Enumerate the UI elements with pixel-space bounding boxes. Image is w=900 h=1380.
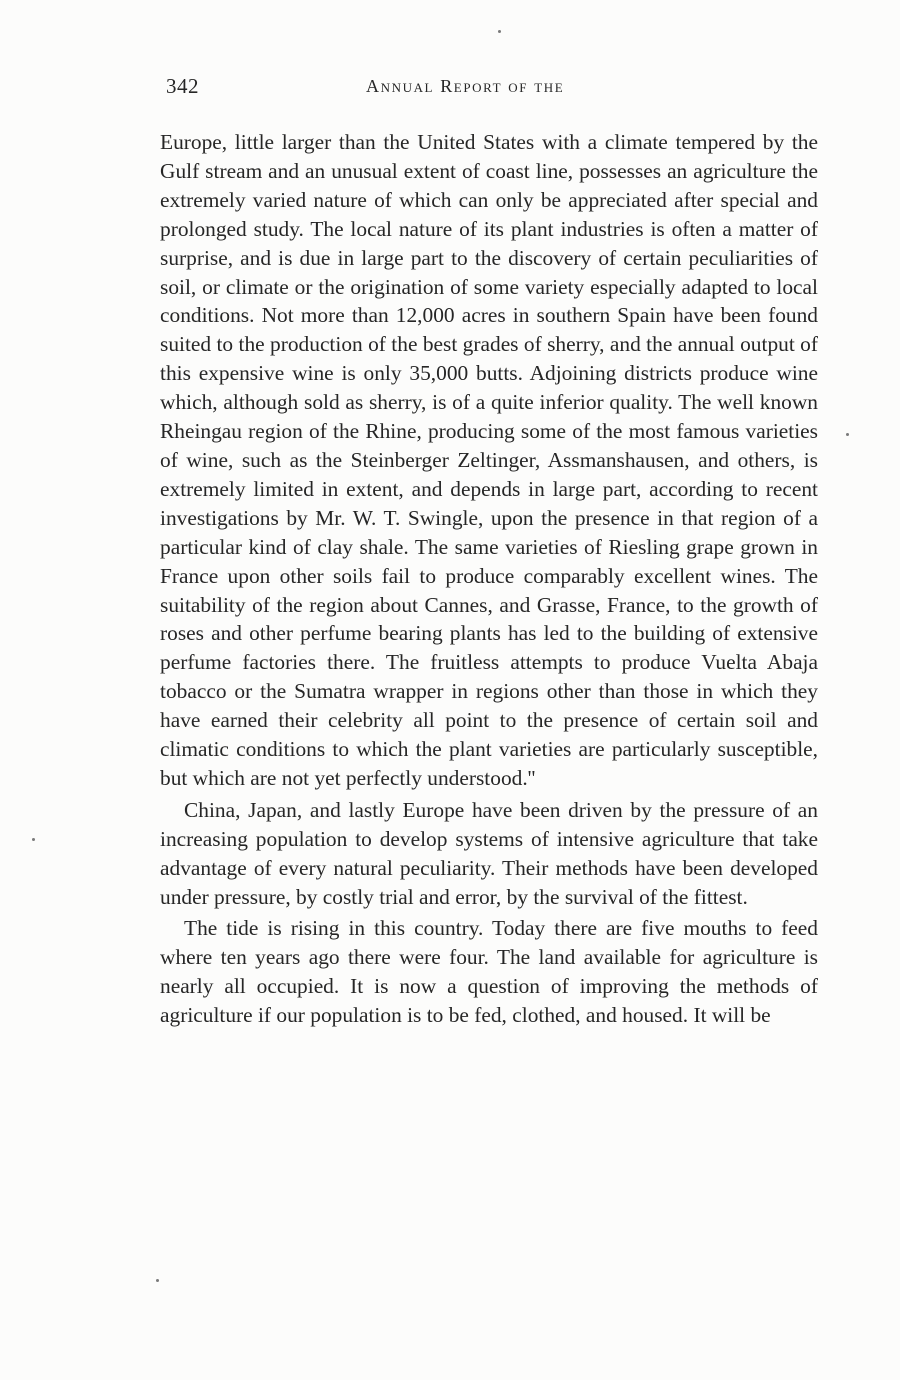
scan-speck <box>498 30 501 33</box>
body-text <box>160 128 818 1030</box>
page-header <box>166 74 820 104</box>
scan-speck <box>846 433 849 436</box>
scan-speck <box>156 1279 159 1282</box>
scan-speck <box>32 838 35 841</box>
paragraph-2: China, Japan, and lastly Europe have been driven by the pressure of an increasing population to develop systems of intensive agriculture that take advantage of every natural peculiarity. Their methods have been developed under pressure, by costly trial and error, by the survival of the fittest. <box>160 797 818 909</box>
paragraph-3: The tide is rising in this country. Today there are five mouths to feed where ten years ago there were four. The land available for agriculture is nearly all occupied. It is now a question of improving the methods of agriculture if our population is to be fed, clothed, and housed. It will be <box>160 916 818 1028</box>
paragraph-1: Europe, little larger than the United States with a climate tempered by the Gulf stream and an unusual extent of coast line, possesses an agriculture the extremely varied nature of which can only be appreciated after special and prolonged study. The local nature of its plant industries is often a matter of surprise, and is due in large part to the discovery of certain peculiarities of soil, or climate or the origination of some variety especially adapted to local conditions. Not more than 12,000 acres in southern Spain have been found suited to the production of the best grades of sherry, and the annual output of this expensive wine is only 35,000 butts. Adjoining districts produce wine which, although sold as sherry, is of a quite inferior quality. The well known Rheingau region of the Rhine, producing some of the most famous varieties of wine, such as the Steinberger Zeltinger, Assmanshausen, and others, is extremely limited in extent, and depends in large part, according to recent investigations by Mr. W. T. Swingle, upon the presence in that region of a particular kind of clay shale. The same varieties of Riesling grape grown in France upon other soils fail to produce comparably excellent wines. The suitability of the region about Cannes, and Grasse, France, to the growth of roses and other perfume bearing plants has led to the building of extensive perfume factories there. The fruitless attempts to produce Vuelta Abaja tobacco or the Sumatra wrapper in regions other than those in which they have earned their celebrity all point to the presence of certain soil and climatic conditions to which the plant varieties are particularly susceptible, but which are not yet perfectly understood.'' <box>160 130 818 790</box>
running-head: Annual Report of the <box>366 76 565 96</box>
page-number: 342 <box>166 74 199 98</box>
